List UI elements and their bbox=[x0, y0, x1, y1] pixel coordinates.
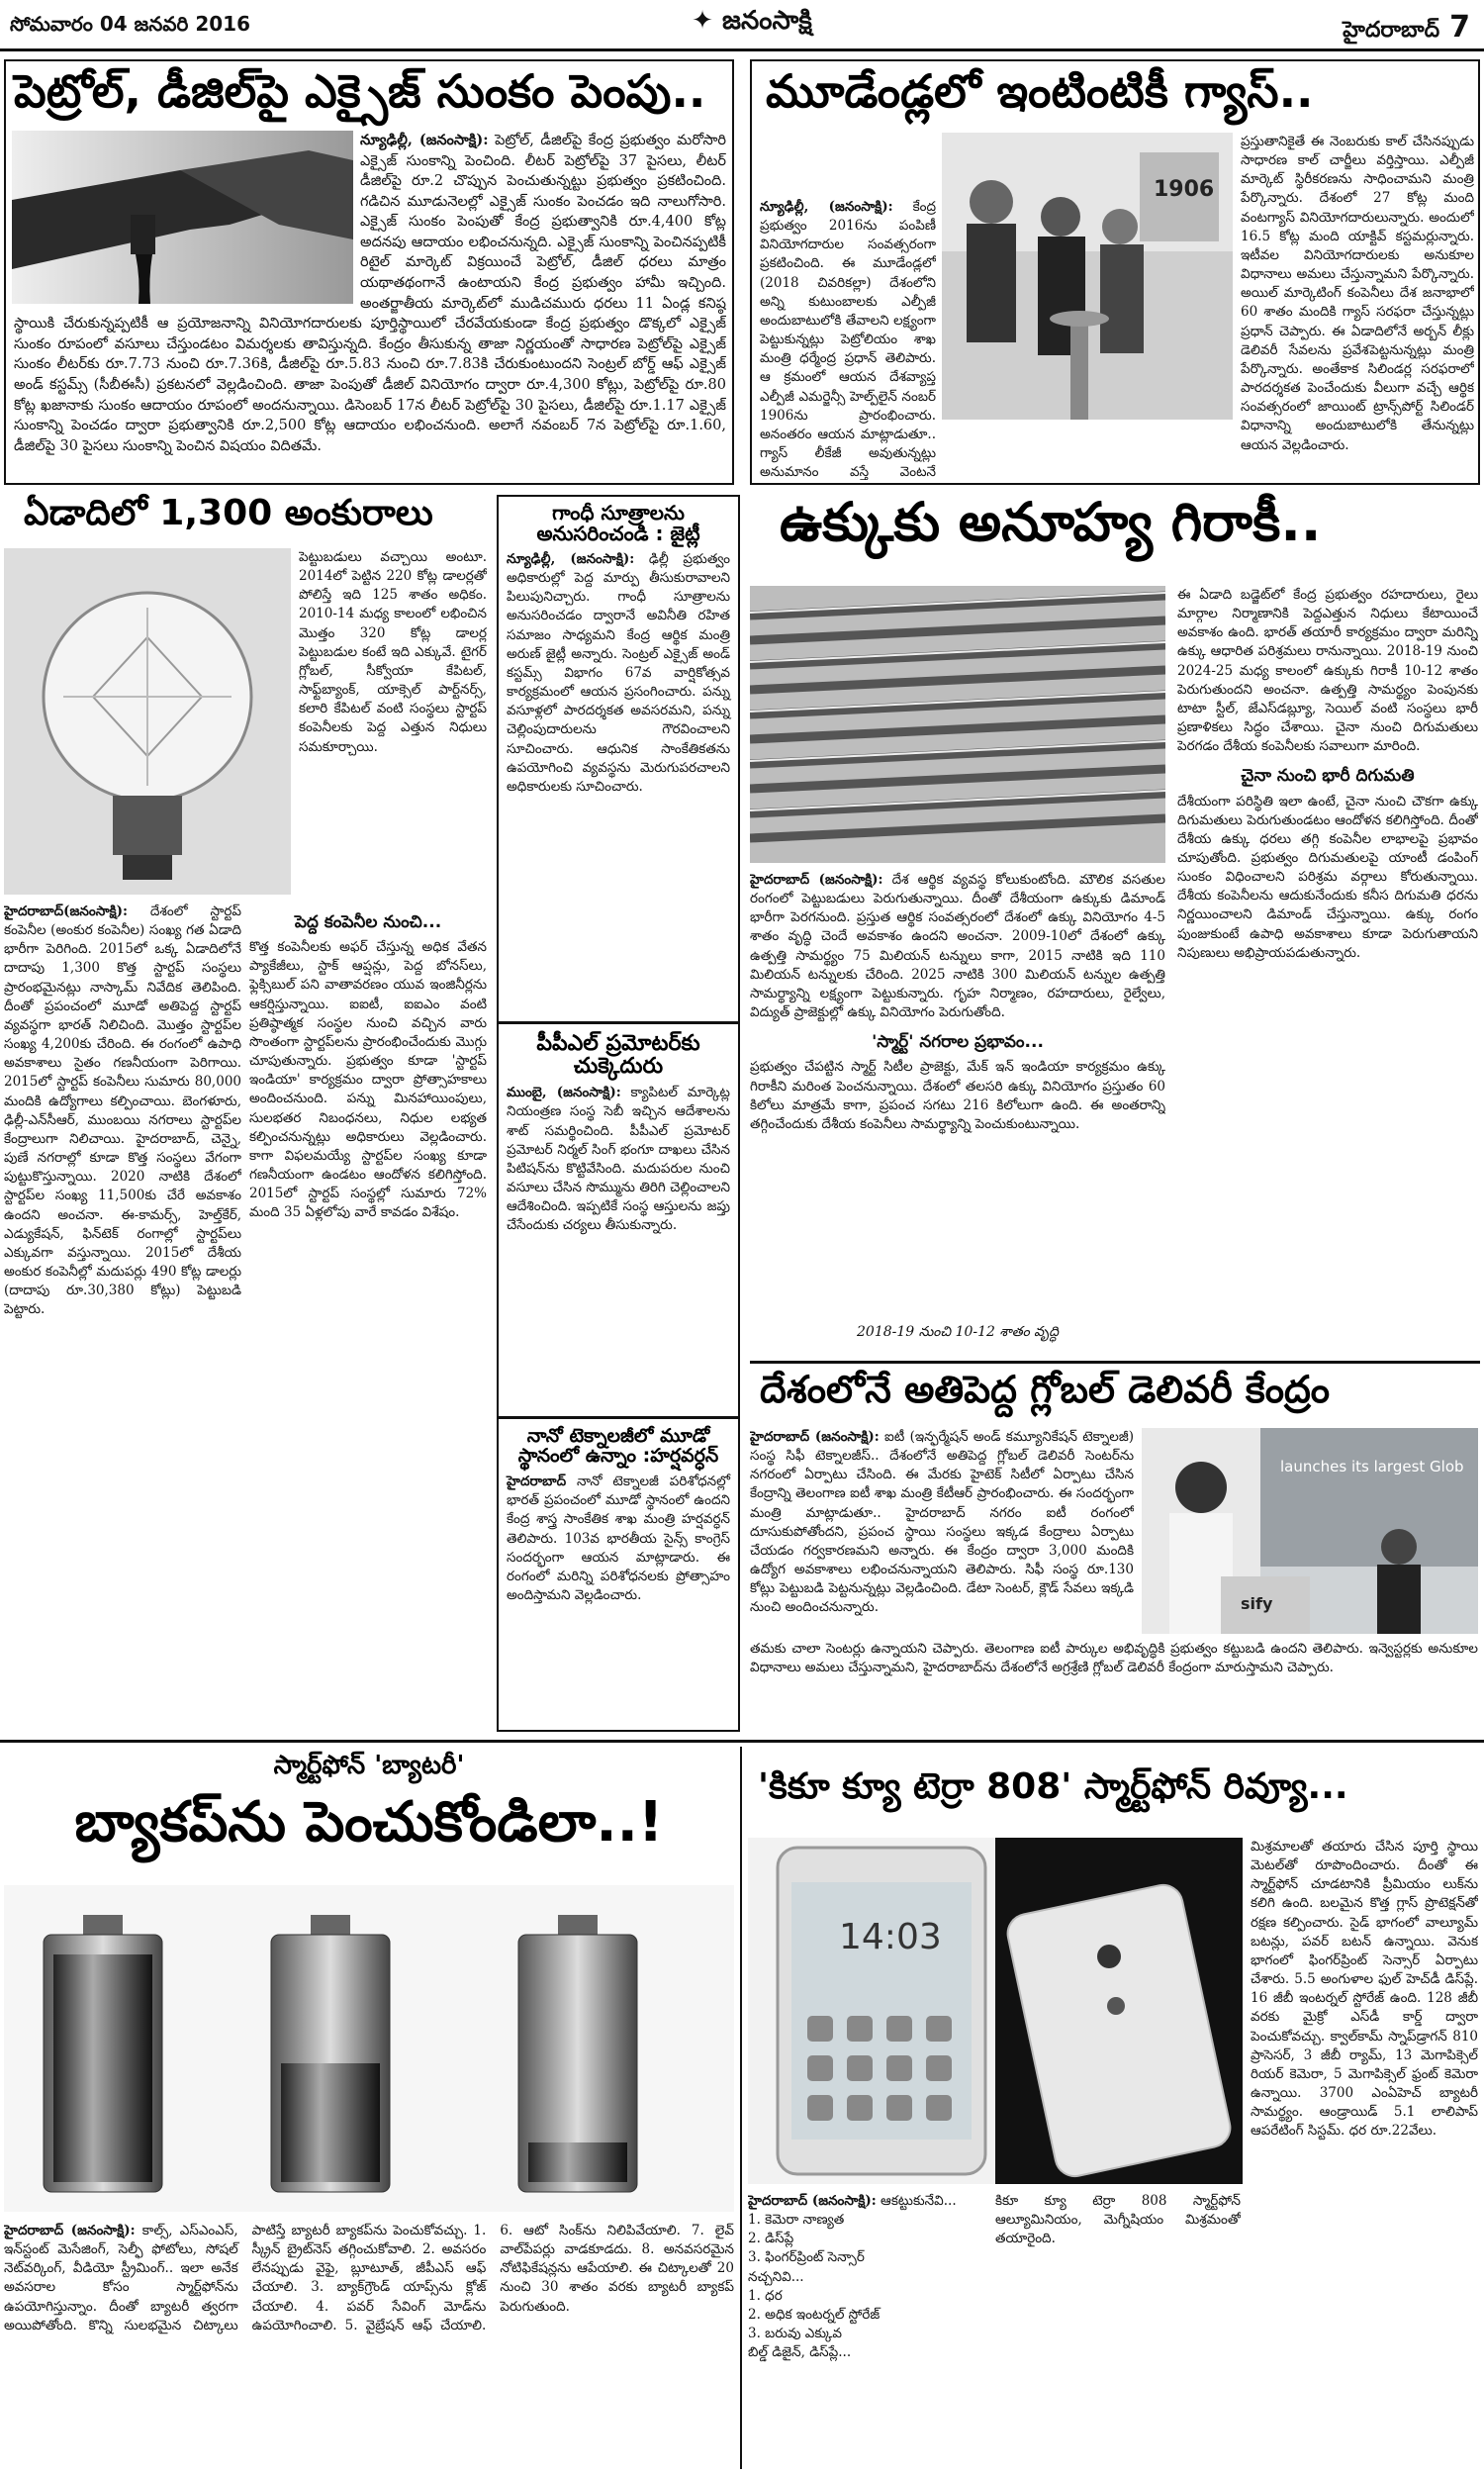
gandhi-body bbox=[499, 544, 738, 1021]
kiko-body-right bbox=[1251, 1838, 1478, 2464]
battery-illustration bbox=[4, 1885, 734, 2212]
delivery-text-2: తమకు చాలా సెంటర్లు ఉన్నాయని చెప్పారు. తెలంగాణ ఐటీ పార్కుల అభివృద్ధికి ప్రభుత్వం కట్టుబడి ఉందని తెలిపారు. ఇన్వెస్టర్లకు అనుకూల విధానాలు అమలు చేస్తున్నామని, హైదరాబాద్‌ను దేశంలోనే అగ్రశ్రేణి గ్లోబల్ డెలివరీ కేంద్రంగా మారుస్తామని చెప్పారు. bbox=[750, 1641, 1478, 1676]
nano-body bbox=[499, 1467, 738, 1676]
ppl-body bbox=[499, 1078, 738, 1416]
battery-full-icon bbox=[44, 1915, 162, 2192]
gas-dateline: న్యూఢిల్లీ, (జనంసాక్షి): bbox=[760, 199, 893, 215]
kiko-article bbox=[748, 1747, 1480, 2469]
kiko-feature-item: 2. అధిక ఇంటర్నల్ స్టోరేజ్ bbox=[748, 2306, 881, 2323]
steel-subhead2: చైనా నుంచి భారీ దిగుమతి bbox=[1241, 766, 1415, 787]
page-number: 7 bbox=[1449, 10, 1470, 45]
divider bbox=[750, 1361, 1480, 1364]
battery-article bbox=[4, 1747, 734, 2469]
divider bbox=[0, 1740, 1484, 1743]
gandhi-text: ఢిల్లీ ప్రభుత్వం అధికారుల్లో పెద్ద మార్పు తీసుకురావాలని పిలుపునిచ్చారు. గాంధీ సూత్రాలను అనుసరించడం ద్వారానే అవినీతి రహిత సమాజం సాధ్యమని కేంద్ర ఆర్థిక మంత్రి అరుణ్ జైట్లీ అన్నారు. సెంట్రల్ ఎక్సైజ్ అండ్ కస్టమ్స్ విభాగం 67వ వార్షికోత్సవ కార్యక్రమంలో ఆయన ప్రసంగించారు. పన్ను వసూళ్లలో పారదర్శకత అవసరమని, పన్ను చెల్లింపుదారులను గౌరవించాలని సూచించారు. ఆధునిక సాంకేతికతను ఉపయోగించి వ్యవస్థను మెరుగుపరచాలని అధికారులకు సూచించారు. bbox=[507, 551, 730, 795]
petrol-body bbox=[14, 131, 726, 479]
startups-text-right2: కొత్త కంపెనీలకు అఫర్ చేస్తున్న అధిక వేతన ప్యాకేజీలు, స్టాక్ ఆప్షన్లు, పెద్ద బోనస్‌లు, ఫ్లెక్సిబుల్ పని వాతావరణం యువ ఇంజినీర్లను ఆకర్షిస్తున్నాయి. ఐఐటీ, ఐఐఎం వంటి ప్రతిష్ఠాత్మక సంస్థల నుంచి వచ్చిన వారు సొంతంగా స్టార్టప్‌లను ప్రారంభించేందుకు మొగ్గు చూపుతున్నారు. ప్రభుత్వం కూడా 'స్టార్టప్ ఇండియా' కార్యక్రమం ద్వారా ప్రోత్సాహకాలు అందించనుంది. పన్ను మినహాయింపులు, సులభతర నిబంధనలు, నిధుల లభ్యత కల్పించనున్నట్లు అధికారులు వెల్లడించారు. కాగా విఫలమయ్యే స్టార్టప్‌ల సంఖ్య కూడా గణనీయంగా ఉండటం ఆందోళన కలిగిస్తోంది. 2015లో స్టార్టప్ సంస్థల్లో సుమారు 72% మంది 35 ఏళ్లలోపు వారే కావడం విశేషం. bbox=[249, 939, 487, 1221]
startups-text-right: పెట్టుబడులు వచ్చాయి అంటూ. 2014లో పెట్టిన 220 కోట్ల డాలర్లతో పోలిస్తే ఇది 125 శాతం అధికం. 2010-14 మధ్య కాలంలో లభించిన మొత్తం 320 కోట్ల డాలర్ల పెట్టుబడుల కంటే ఇది ఎక్కువే. టైగర్ గ్లోబల్, సీక్వోయా కేపిటల్, సాఫ్ట్‌బ్యాంక్, యాక్సెల్ పార్ట్‌నర్స్, కలారి కేపిటల్ వంటి సంస్థలు స్టార్టప్ కంపెనీలకు పెద్ద ఎత్తున నిధులు సమకూర్చాయి. bbox=[299, 549, 487, 755]
delivery-dateline: హైదరాబాద్ (జనంసాక్షి): bbox=[750, 1429, 880, 1445]
steel-subhead: 'స్మార్ట్' నగరాల ప్రభావం... bbox=[872, 1032, 1044, 1053]
battery-headline: బ్యాకప్‌ను పెంచుకోండిలా..! bbox=[74, 1790, 664, 1855]
kiko-feature-item: 1. ధర bbox=[748, 2287, 783, 2304]
masthead bbox=[0, 0, 1484, 51]
petrol-dateline: న్యూఢిల్లీ, (జనంసాక్షి): bbox=[360, 132, 489, 148]
nano-text: నానో టెక్నాలజీ పరిశోధనల్లో భారత్ ప్రపంచంలో మూడో స్థానంలో ఉందని కేంద్ర శాస్త్ర సాంకేతిక శాఖ మంత్రి హర్షవర్ధన్ తెలిపారు. 103వ భారతీయ సైన్స్ కాంగ్రెస్ సందర్భంగా ఆయన మాట్లాడారు. ఈ రంగంలో మరిన్ని పరిశోధనలకు ప్రోత్సాహం అందిస్తామని వెల్లడించారు. bbox=[507, 1474, 730, 1603]
kiko-feature-item: 2. డిస్‌ప్లే bbox=[748, 2231, 794, 2247]
battery-low-icon bbox=[518, 1915, 637, 2192]
screen-text: launches its largest Glob bbox=[1280, 1458, 1464, 1475]
briefs-column bbox=[497, 495, 740, 1732]
startups-article bbox=[4, 495, 489, 1732]
steel-headline: ఉక్కుకు అనూహ్య గిరాకీ.. bbox=[780, 491, 1322, 553]
delivery-text: ఐటీ (ఇన్ఫర్మేషన్ అండ్ కమ్యూనికేషన్ టెక్నాలజీ) సంస్థ సిఫీ టెక్నాలజీస్.. దేశంలోనే అతిపెద్ద గ్లోబల్ డెలివరీ సెంటర్‌ను నగరంలో ఏర్పాటు చేసింది. ఈ మేరకు హైటెక్ సిటీలో ఏర్పాటు చేసిన కేంద్రాన్ని తెలంగాణ ఐటీ శాఖ మంత్రి కేటీఆర్ ప్రారంభించారు. ఈ సందర్భంగా మంత్రి మాట్లాడుతూ.. హైదరాబాద్ నగరం ఐటీ రంగంలో దూసుకుపోతోందని, ప్రపంచ స్థాయి సంస్థలు ఇక్కడ కేంద్రాలు ఏర్పాటు చేయడం గర్వకారణమని అన్నారు. ఈ కేంద్రం ద్వారా 3,000 మందికి ఉద్యోగ అవకాశాలు లభించనున్నాయని తెలిపారు. సిఫీ సంస్థ రూ.130 కోట్లు పెట్టుబడి పెట్టనున్నట్లు వెల్లడించింది. డేటా సెంటర్, క్లౌడ్ సేవలు ఇక్కడి నుంచి అందించనున్నారు. bbox=[750, 1429, 1134, 1616]
delivery-headline: దేశంలోనే అతిపెద్ద గ్లోబల్ డెలివరీ కేంద్రం bbox=[760, 1368, 1331, 1411]
gas-text-right: ప్రస్తుతానికైతే ఈ నెంబరుకు కాల్ చేసినప్పుడు సాధారణ కాల్ చార్జీలు వర్తిస్తాయి. ఎల్పీజీ మార్కెట్ స్థిరీకరణను సాధించామని మంత్రి పేర్కొన్నారు. దేశంలో 27 కోట్ల మంది వంటగ్యాస్ వినియోగదారులున్నారు. అందులో 16.5 కోట్ల మంది యాక్టివ్ కస్టమర్లున్నారు. ఇటీవల వినియోగదారులకు అనుకూల విధానాలు అమలు చేస్తున్నామని పేర్కొన్నారు. అయిల్ మార్కెటింగ్ కంపెనీలు దేశ జనాభాలో 60 శాతం మందికి గ్యాస్ సరఫరా చేస్తున్నట్లు ప్రధాన్ చెప్పారు. ఈ ఏడాదిలోనే అర్బన్ లీక్లు డెలివరీ సేవలను ప్రవేశపెట్టనున్నట్లు మంత్రి పేర్కొన్నారు. అంతేకాక సిలిండర్ల సరఫరాలో పారదర్శకత పెంచేందుకు వీలుగా వచ్చే ఆర్థిక సంవత్సరంలో జాయింట్ ట్రాన్స్‌పోర్ట్ సిలిండర్ విధానాన్ని అందుబాటులోకి తేనున్నట్లు ఆయన వెల్లడించారు. bbox=[1241, 134, 1474, 453]
kiko-text-right: మిశ్రమాలతో తయారు చేసిన పూర్తి స్థాయి మెటల్‌తో రూపొందించారు. దీంతో ఈ స్మార్ట్‌ఫోన్ చూడటానికి ప్రీమియం లుక్‌ను కలిగి ఉంది. బలమైన కొత్త గ్లాస్ ప్రొటెక్షన్‌తో రక్షణ కల్పించారు. సైడ్ భాగంలో వాల్యూమ్ బటన్లు, పవర్ బటన్ ఉన్నాయి. వెనుక భాగంలో ఫింగర్‌ప్రింట్ సెన్సార్ ఏర్పాటు చేశారు. 5.5 అంగుళాల ఫుల్ హెచ్‌డీ డిస్‌ప్లే. 16 జీబీ ఇంటర్నల్ స్టోరేజ్ ఉంది. 128 జీబీ వరకు మైక్రో ఎస్‌డీ కార్డ్ ద్వారా పెంచుకోవచ్చు. క్వాల్‌కామ్ స్నాప్‌డ్రాగన్ 810 ప్రాసెసర్, 3 జీబీ ర్యామ్, 13 మెగాపిక్సెల్ రియర్ కెమెరా, 5 మెగాపిక్సెల్ ఫ్రంట్ కెమెరా ఉన్నాయి. 3700 ఎంఏహెచ్ బ్యాటరీ సామర్థ్యం. ఆండ్రాయిడ్ 5.1 లాలిపాప్ ఆపరేటింగ్ సిస్టమ్. ధర రూ.22వేలు. bbox=[1251, 1839, 1478, 2140]
steel-text-right2: దేశీయంగా పరిస్థితి ఇలా ఉంటే, చైనా నుంచి చౌకగా ఉక్కు దిగుమతులు పెరుగుతుండటం ఆందోళన కలిగిస్తోంది. దీంతో దేశీయ ఉక్కు ధరలు తగ్గి కంపెనీల లాభాలపై ప్రభావం చూపుతోంది. ప్రభుత్వం దిగుమతులపై యాంటీ డంపింగ్ సుంకం విధించాలని పరిశ్రమ వర్గాలు కోరుతున్నాయి. దేశీయ కంపెనీలను ఆదుకునేందుకు కనీస దిగుమతి ధరను నిర్ణయించాలని డిమాండ్ చేస్తున్నాయి. ఉక్కు రంగం పుంజుకుంటే ఉపాధి అవకాశాలు కూడా పెరుగుతాయని నిపుణులు అభిప్రాయపడుతున్నారు. bbox=[1177, 793, 1478, 961]
delivery-body bbox=[750, 1428, 1134, 1626]
steel-text-left: దేశ ఆర్థిక వ్యవస్థ కోలుకుంటోంది. మౌలిక వసతుల రంగంలో పెట్టుబడులు పెరుగుతున్నాయి. దీంతో దేశీయంగా ఉక్కుకు డిమాండ్ భారీగా పెరగనుంది. ప్రస్తుత ఆర్థిక సంవత్సరంలో దేశంలో ఉక్కు వినియోగం 4-5 శాతం వృద్ధి చెందే అవకాశం ఉందని అంచనా. 2009-10లో దేశంలో ఉక్కు ఉత్పత్తి సామర్థ్యం 75 మిలియన్ టన్నులు కాగా, 2015 నాటికి ఇది 110 మిలియన్ టన్నులకు చేరింది. 2025 నాటికి 300 మిలియన్ టన్నుల ఉత్పత్తి సామర్థ్యాన్ని లక్ష్యంగా పెట్టుకున్నారు. గృహ నిర్మాణం, రహదారులు, రైల్వేలు, విద్యుత్ ప్రాజెక్టుల్లో ఉక్కు వినియోగం పెరుగుతోంది. bbox=[750, 872, 1165, 1021]
podium-text: sify bbox=[1241, 1594, 1273, 1613]
logo-icon: ✦ bbox=[692, 6, 722, 36]
steel-text-left2: ప్రభుత్వం చేపట్టిన స్మార్ట్ సిటీల ప్రాజెక్టు, మేక్ ఇన్ ఇండియా కార్యక్రమం ఉక్కు గిరాకీని మరింత పెంచనున్నాయి. దేశంలో తలసరి ఉక్కు వినియోగం ప్రస్తుతం 60 కిలోలు మాత్రమే కాగా, ప్రపంచ సగటు 216 కిలోలుగా ఉంది. ఈ అంతరాన్ని తగ్గించేందుకు దేశీయ కంపెనీలు సామర్థ్యాన్ని పెంచుకుంటున్నాయి. bbox=[750, 1059, 1165, 1132]
battery-half-icon bbox=[271, 1915, 390, 2192]
steel-rods-photo bbox=[750, 586, 1165, 863]
kiko-dateline: హైదరాబాద్ (జనంసాక్షి): bbox=[748, 2193, 877, 2209]
kiko-feature-item: 3. బరువు ఎక్కువ bbox=[748, 2326, 842, 2342]
steel-dateline: హైదరాబాద్ (జనంసాక్షి): bbox=[750, 872, 883, 888]
startups-text-left: దేశంలో స్టార్టప్ కంపెనీల (అంకుర కంపెనీల) సంఖ్య గత ఏడాది భారీగా పెరిగింది. 2015లో ఒక్క ఏడాదిలోనే దాదాపు 1,300 కొత్త స్టార్టప్ సంస్థలు ప్రారంభమైనట్లు నాస్కామ్ నివేదిక తెలిపింది. దీంతో ప్రపంచంలో మూడో అతిపెద్ద స్టార్టప్ వ్యవస్థగా భారత్ నిలిచింది. మొత్తం స్టార్టప్‌ల సంఖ్య 4,200కు చేరింది. ఈ రంగంలో ఉపాధి అవకాశాలు సైతం గణనీయంగా పెరిగాయి. 2015లో స్టార్టప్ కంపెనీలు సుమారు 80,000 మందికి ఉద్యోగాలు కల్పించాయి. బెంగళూరు, ఢిల్లీ-ఎన్‌సీఆర్, ముంబయి నగరాలు స్టార్టప్‌ల కేంద్రాలుగా నిలిచాయి. హైదరాబాద్, చెన్నై, పుణే నగరాల్లో కూడా కొత్త సంస్థలు వేగంగా పుట్టుకొస్తున్నాయి. 2020 నాటికి దేశంలో స్టార్టప్‌ల సంఖ్య 11,500కు చేరే అవకాశం ఉందని అంచనా. ఈ-కామర్స్, హెల్త్‌కేర్, ఎడ్యుకేషన్, ఫిన్‌టెక్ రంగాల్లో స్టార్టప్‌లు ఎక్కువగా వస్తున్నాయి. 2015లో దేశీయ అంకుర కంపెనీల్లో మదుపర్లు 490 కోట్ల డాలర్లు (దాదాపు రూ.30,380 కోట్లు) పెట్టుబడి పెట్టారు. bbox=[4, 904, 241, 1318]
nano-dateline: హైదరాబాద్ bbox=[507, 1474, 567, 1490]
gandhi-headline: గాంధీ సూత్రాలను అనుసరించండి : జైట్లీ bbox=[536, 501, 700, 545]
battery-text: కాల్స్, ఎస్ఎంఎస్, ఇన్‌స్టంట్ మెసేజింగ్, సెల్ఫీ ఫోటోలు, సోషల్ నెట్‌వర్కింగ్, వీడియో స్ట్రీమింగ్.. ఇలా అనేక అవసరాల కోసం స్మార్ట్‌ఫోన్‌ను ఉపయోగిస్తున్నాం. దీంతో బ్యాటరీ త్వరగా అయిపోతోంది. కొన్ని సులభమైన చిట్కాలు పాటిస్తే బ్యాటరీ బ్యాకప్‌ను పెంచుకోవచ్చు. 1. స్క్రీన్ బ్రైట్‌నెస్ తగ్గించుకోవాలి. 2. అవసరం లేనప్పుడు వైఫై, బ్లూటూత్, జీపీఎస్ ఆఫ్ చేయాలి. 3. బ్యాక్‌గ్రౌండ్ యాప్స్‌ను క్లోజ్ చేయాలి. 4. పవర్ సేవింగ్ మోడ్‌ను ఉపయోగించాలి. 5. వైబ్రేషన్ ఆఫ్ చేయాలి. 6. ఆటో సింక్‌ను నిలిపివేయాలి. 7. లైవ్ వాల్‌పేపర్లు వాడకూడదు. 8. అనవసరమైన నోటిఫికేషన్లను ఆపేయాలి. ఈ చిట్కాలతో 20 నుంచి 30 శాతం వరకు బ్యాటరీ బ్యాకప్ పెరుగుతుంది. bbox=[4, 2223, 734, 2333]
steel-text-right: ఈ ఏడాది బడ్జెట్‌లో కేంద్ర ప్రభుత్వం రహదారులు, రైలు మార్గాల నిర్మాణానికి పెద్దఎత్తున నిధులు కేటాయించే అవకాశం ఉంది. భారత్ తయారీ కార్యక్రమం ద్వారా మరిన్ని ఉక్కు ఆధారిత పరిశ్రమలు రానున్నాయి. 2018-19 నుంచి 2024-25 మధ్య కాలంలో ఉక్కుకు గిరాకీ 10-12 శాతం పెరుగుతుందని అంచనా. ఉత్పత్తి సామర్థ్యం పెంపునకు టాటా స్టీల్, జేఎస్‌డబ్ల్యూ, సెయిల్ వంటి సంస్థలు భారీ ప్రణాళికలు సిద్ధం చేశాయి. చైనా నుంచి దిగుమతులు పెరగడం దేశీయ కంపెనీలకు సవాలుగా మారింది. bbox=[1177, 587, 1478, 755]
gas-headline: మూడేండ్లలో ఇంటింటికీ గ్యాస్.. bbox=[766, 64, 1314, 118]
gandhi-dateline: న్యూఢిల్లీ, (జనంసాక్షి): bbox=[507, 551, 635, 567]
city-page bbox=[1343, 10, 1470, 48]
nano-headline: నానో టెక్నాలజీలో మూడో స్థానంలో ఉన్నాం :హర్షవర్ధన్ bbox=[517, 1425, 719, 1468]
steel-body-left bbox=[750, 871, 1165, 1316]
gas-article bbox=[750, 59, 1480, 485]
lightbulb-photo bbox=[4, 548, 291, 895]
kiko-headline: 'కికూ క్యూ టెర్రా 808' స్మార్ట్‌ఫోన్ రివ్యూ... bbox=[758, 1766, 1348, 1807]
paper-logo bbox=[643, 6, 861, 42]
gas-text-left: కేంద్ర ప్రభుత్వం 2016ను పంపిణీ వినియోగదారుల సంవత్సరంగా ప్రకటించింది. ఈ మూడేండ్లలో (2018 చివరికల్లా) దేశంలోని అన్ని కుటుంబాలకు ఎల్పీజీ అందుబాటులోకి తేవాలని లక్ష్యంగా పెట్టుకున్నట్లు పెట్రోలియం శాఖ మంత్రి ధర్మేంద్ర ప్రధాన్ తెలిపారు. ఆ క్రమంలో ఆయన దేశవ్యాప్త ఎల్పీజీ ఎమర్జెన్సీ హెల్ప్‌లైన్ నంబర్ 1906ను ప్రారంభించారు. అనంతరం ఆయన మాట్లాడుతూ.. గ్యాస్ లీకేజీ అవుతున్నట్లు అనుమానం వస్తే వెంటనే bbox=[760, 199, 936, 480]
gas-helpline-photo bbox=[942, 133, 1233, 420]
gas-body-right bbox=[1241, 133, 1474, 479]
steel-caption: 2018-19 నుంచి 10-12 శాతం వృద్ధి bbox=[857, 1324, 1059, 1340]
ppl-headline: పీపీఎల్ ప్రమోటర్‌కు చుక్కెదురు bbox=[536, 1031, 700, 1080]
kiko-feature-item: నచ్చనివి... bbox=[748, 2268, 804, 2285]
ppl-dateline: ముంబై, (జనంసాక్షి): bbox=[507, 1085, 621, 1101]
kiko-features-intro: ఆకట్టుకునేవి... bbox=[881, 2193, 957, 2209]
gas-body-left bbox=[760, 198, 936, 480]
kiko-text-bottom: కికూ క్యూ టెర్రా 808 స్మార్ట్‌ఫోన్ ఆల్యూమినియం, మెగ్నీషియం మిశ్రమంతో తయారైంది. bbox=[995, 2193, 1241, 2247]
steel-body-right bbox=[1177, 586, 1478, 1348]
petrol-article bbox=[4, 59, 734, 485]
delivery-body-bottom bbox=[750, 1640, 1478, 1731]
startups-headline: ఏడాదిలో 1,300 అంకురాలు bbox=[24, 493, 433, 533]
battery-dateline: హైదరాబాద్ (జనంసాక్షి): bbox=[4, 2223, 136, 2238]
kiko-body-bottom bbox=[995, 2192, 1241, 2464]
kiko-feature-item: 1. కెమెరా నాణ్యత bbox=[748, 2212, 845, 2229]
issue-date: సోమవారం 04 జనవరి 2016 bbox=[10, 12, 250, 36]
startups-body-left bbox=[4, 903, 241, 1722]
kiko-feature-item: 3. ఫింగర్‌ప్రింట్ సెన్సార్ bbox=[748, 2249, 865, 2266]
petrol-text: పెట్రోల్, డీజిల్‌పై కేంద్ర ప్రభుత్వం మరోసారి ఎక్సైజ్ సుంకాన్ని పెంచింది. లీటర్ పెట్రోల్‌పై 37 పైసలు, లీటర్ డీజిల్‌పై రూ.2 చొప్పున పెంచుతున్నట్టు ప్రభుత్వం ప్రకటించింది. గడిచిన మూడునెలల్లో ఎక్సైజ్ సుంకం పెంచడం ఇది నాలుగోసారి. ఎక్సైజ్ సుంకం పెంపుతో కేంద్ర ప్రభుత్వానికి రూ.4,400 కోట్ల అదనపు ఆదాయం లభించనున్నది. ఎక్సైజ్ సుంకాన్ని పెంచినప్పటికీ రిటైల్ మార్కెట్ విక్రయించే పెట్రోల్, డీజిల్ ధరలు మాత్రం యథాతథంగానే ఉంటాయని కేంద్ర ప్రభుత్వం హామీ ఇచ్చింది. అంతర్జాతీయ మార్కెట్‌లో ముడిచమురు ధరలు 11 ఏండ్ల కనిష్ఠ స్థాయికి చేరుకున్నప్పటికీ ఆ ప్రయోజనాన్ని వినియోగదారులకు పూర్తిస్థాయిలో చేరవేయకుండా కేంద్ర ప్రభుత్వం డొక్కలో ఎక్సైజ్ సుంకం రూపంలో వసూలు చేస్తుండటం విమర్శలకు తావిస్తున్నది. కేంద్రం తీసుకున్న తాజా నిర్ణయంతో సాధారణ పెట్రోల్‌పై ఎక్సైజ్ సుంకం లీటర్‌కు రూ.7.73 నుంచి రూ.7.36కి, డీజిల్‌పై రూ.5.83 నుంచి రూ.7.83కి చేరుకుంటుందని సెంట్రల్ బోర్డ్ ఆఫ్ ఎక్సైజ్ అండ్ కస్టమ్స్ (సీబీఈసీ) ప్రకటనలో వెల్లడించింది. తాజా పెంపుతో డీజిల్ వినియోగం ద్వారా రూ.4,300 కోట్లు, పెట్రోల్‌పై రూ.80 కోట్ల ఖజానాకు సుంకం ఆదాయం రూపంలో అందనున్నాయి. డిసెంబర్ 17న లీటర్ పెట్రోల్‌పై 30 పైసలు, డీజిల్‌పై రూ.1.17 ఎక్సైజ్ సుంకాన్ని పెంచడం ద్వారా ప్రభుత్వానికి రూ.2,500 కోట్ల ఆదాయం లభించనుంది. అలాగే నవంబర్ 7న పెట్రోల్‌పై రూ.1.60, డీజిల్‌పై 30 పైసలు సుంకాన్ని పెంచిన విషయం విదితమే. bbox=[14, 133, 726, 454]
battery-body bbox=[4, 2222, 734, 2464]
steel-article bbox=[750, 491, 1480, 1356]
ppl-text: క్యాపిటల్ మార్కెట్ల నియంత్రణ సంస్థ సెబీ ఇచ్చిన ఆదేశాలను శాట్ సమర్థించింది. పీపీఎల్ ప్రమోటర్ ప్రమోటర్ నిర్మల్ సింగ్ భంగూ దాఖలు చేసిన పిటిషన్‌ను కొట్టివేసింది. మదుపరుల నుంచి వసూలు చేసిన సొమ్మును తిరిగి చెల్లించాలని ఆదేశించింది. ఇప్పటికే సంస్థ ఆస్తులను జప్తు చేసేందుకు చర్యలు తీసుకున్నారు. bbox=[507, 1085, 730, 1234]
startups-body-right bbox=[299, 548, 487, 900]
kiko-features bbox=[748, 2192, 985, 2464]
delivery-photo bbox=[1142, 1428, 1478, 1634]
kiko-phone-photo bbox=[748, 1838, 1243, 2184]
helpline-sign: 1906 bbox=[1154, 177, 1215, 202]
battery-kicker: స్మార్ట్‌ఫోన్ 'బ్యాటరీ' bbox=[273, 1751, 465, 1780]
divider bbox=[740, 1747, 742, 2469]
petrol-headline: పెట్రోల్, డీజిల్‌పై ఎక్సైజ్ సుంకం పెంపు.. bbox=[14, 64, 706, 118]
startups-dateline: హైదరాబాద్(జనంసాక్షి): bbox=[4, 904, 129, 919]
city-name: హైదరాబాద్ bbox=[1343, 18, 1440, 43]
delivery-article bbox=[750, 1361, 1480, 1737]
paper-name: జనంసాక్షి bbox=[722, 6, 812, 36]
startups-subhead: పెద్ద కంపెనీల నుంచి... bbox=[294, 912, 442, 932]
startups-body-right2 bbox=[249, 903, 487, 1722]
phone-clock: 14:03 bbox=[839, 1917, 942, 1957]
kiko-feature-item: బిల్డ్ డిజైన్, డిస్‌ప్లే... bbox=[748, 2344, 852, 2361]
